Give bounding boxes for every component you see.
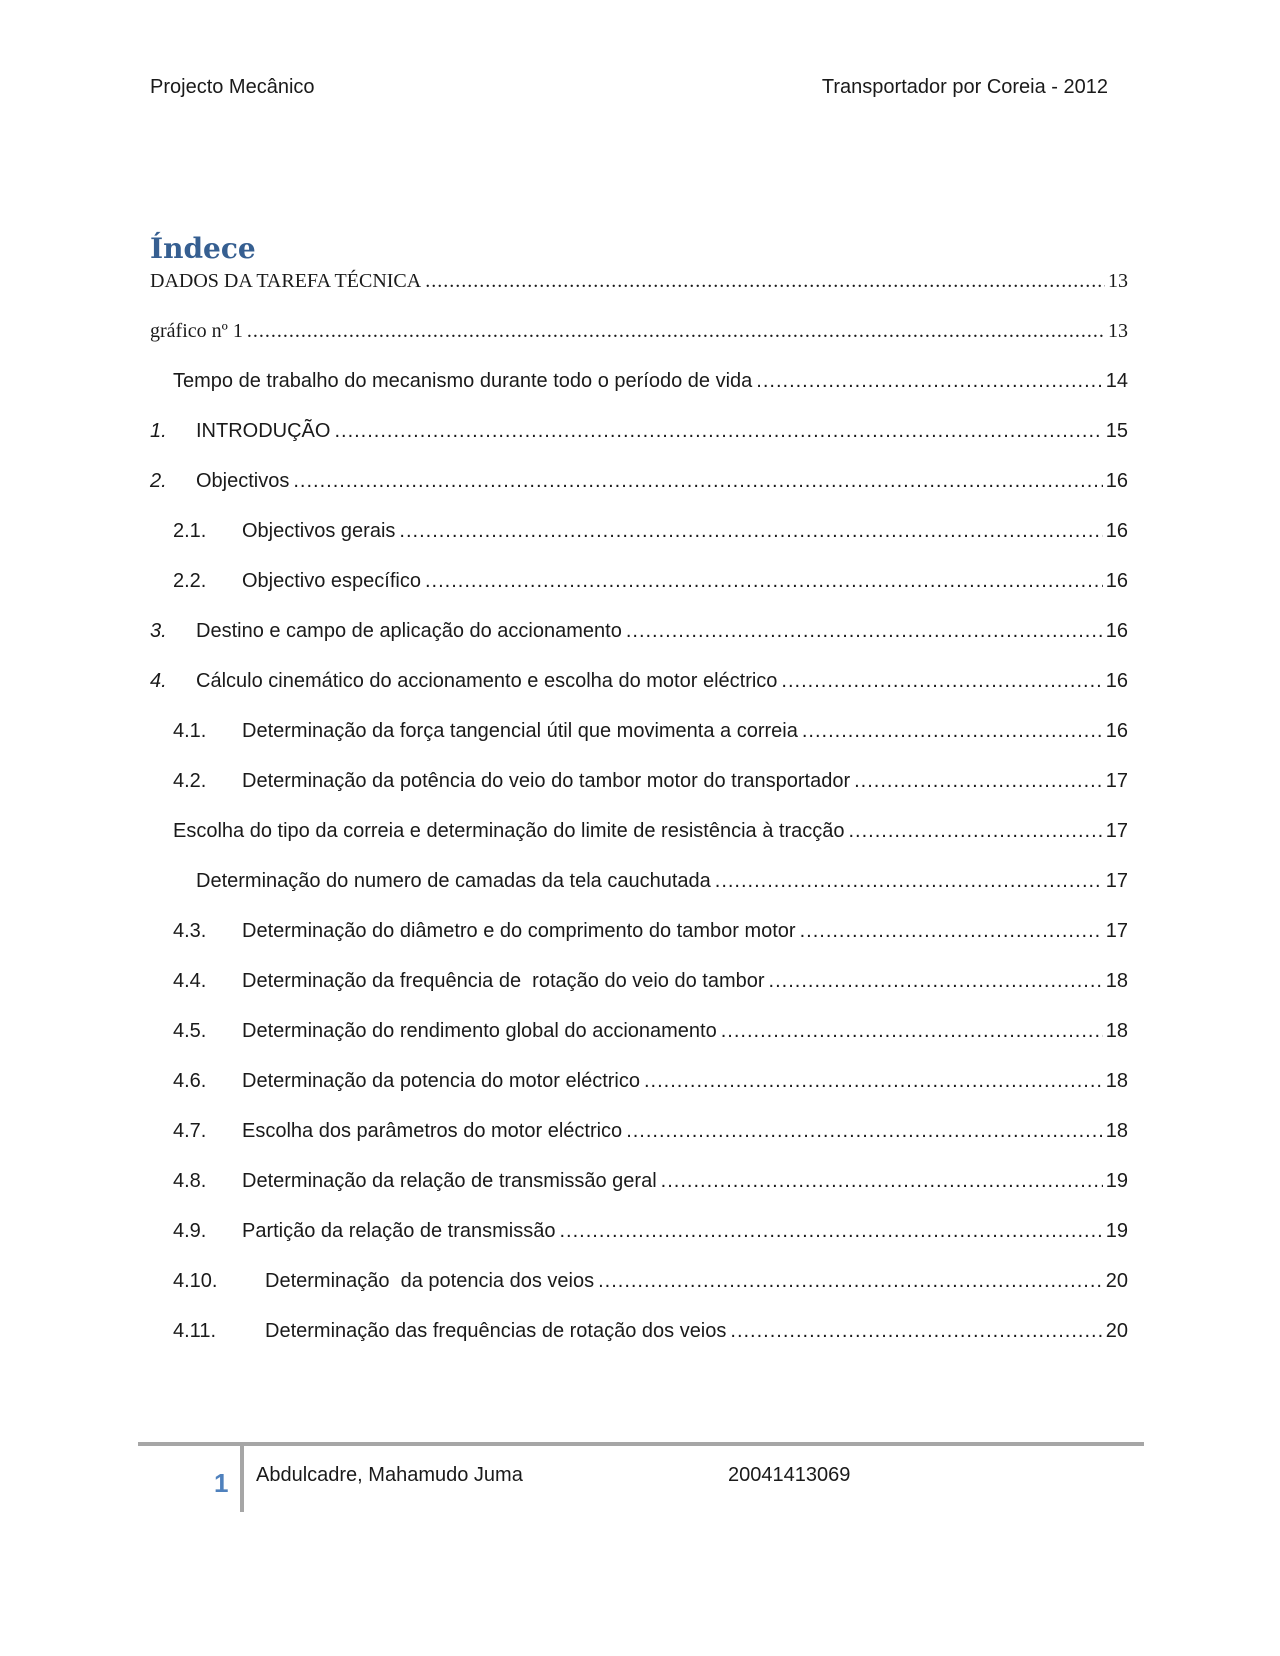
toc-entry-title: Determinação da relação de transmissão geral xyxy=(242,1170,657,1192)
toc-dot-leader xyxy=(715,870,1103,893)
toc-entry-title: Determinação do numero de camadas da tela cauchutada xyxy=(196,870,711,892)
toc-entry[interactable] xyxy=(150,820,1128,850)
toc-entry-page: 16 xyxy=(1105,470,1128,492)
toc-entry-page: 14 xyxy=(1105,370,1128,392)
toc-entry-number: 2. xyxy=(150,470,167,492)
toc-entry-page: 18 xyxy=(1105,1020,1128,1042)
toc-entry-number: 2.2. xyxy=(173,570,207,592)
toc-dot-leader xyxy=(781,670,1102,693)
toc-entry-page: 16 xyxy=(1105,570,1128,592)
toc-dot-leader xyxy=(425,270,1105,293)
toc-entry-title: Objectivos gerais xyxy=(242,520,396,542)
toc-dot-leader xyxy=(626,1120,1103,1143)
toc-entry-title: Determinação da potencia do motor eléctrico xyxy=(242,1070,640,1092)
toc-entry-title: Determinação da força tangencial útil que movimenta a correia xyxy=(242,720,798,742)
toc-entry-page: 19 xyxy=(1105,1220,1128,1242)
footer-divider xyxy=(138,1442,1144,1446)
toc-entry[interactable] xyxy=(150,1070,1128,1100)
toc-entry-page: 15 xyxy=(1105,420,1128,442)
toc-entry-number: 4.2. xyxy=(173,770,207,792)
toc-dot-leader xyxy=(425,570,1103,593)
toc-entry[interactable] xyxy=(150,320,1128,350)
toc-entry-page: 17 xyxy=(1105,920,1128,942)
toc-dot-leader xyxy=(730,1320,1102,1343)
toc-entry-title: Objectivo específico xyxy=(242,570,421,592)
footer-vertical-divider xyxy=(240,1444,244,1512)
toc-entry-title: gráfico nº 1 xyxy=(150,320,243,342)
toc-entry-title: Determinação da potencia dos veios xyxy=(265,1270,595,1292)
toc-entry[interactable] xyxy=(150,1120,1128,1150)
toc-dot-leader xyxy=(334,420,1102,443)
toc-entry-number: 2.1. xyxy=(173,520,207,542)
toc-dot-leader xyxy=(854,770,1103,793)
page-number: 1 xyxy=(214,1468,229,1498)
toc-entry-number: 3. xyxy=(150,620,167,642)
toc-dot-leader xyxy=(399,520,1102,543)
toc-entry-title: Determinação da potência do veio do tambor motor do transportador xyxy=(242,770,851,792)
toc-entry-number: 4.7. xyxy=(173,1120,207,1142)
toc-entry-title: INTRODUÇÃO xyxy=(196,420,331,442)
toc-entry-page: 16 xyxy=(1105,620,1128,642)
toc-dot-leader xyxy=(626,620,1103,643)
toc-entry[interactable] xyxy=(150,370,1128,400)
toc-entry-number: 4.9. xyxy=(173,1220,207,1242)
toc-entry-page: 20 xyxy=(1105,1320,1128,1342)
toc-entry-page: 16 xyxy=(1105,670,1128,692)
toc-entry-title: Determinação das frequências de rotação dos veios xyxy=(265,1320,727,1342)
toc-entry-page: 19 xyxy=(1105,1170,1128,1192)
toc-entry-page: 18 xyxy=(1105,970,1128,992)
toc-entry[interactable] xyxy=(150,470,1128,500)
toc-entry-number: 4.5. xyxy=(173,1020,207,1042)
toc-dot-leader xyxy=(721,1020,1103,1043)
footer-student-id: 20041413069 xyxy=(728,1464,851,1486)
toc-entry[interactable] xyxy=(150,420,1128,450)
toc-entry-page: 18 xyxy=(1105,1120,1128,1142)
toc-entry[interactable] xyxy=(150,920,1128,950)
toc-entry-title: Escolha do tipo da correia e determinação do limite de resistência à tracção xyxy=(173,820,845,842)
toc-entry[interactable] xyxy=(150,520,1128,550)
toc-entry-number: 4.8. xyxy=(173,1170,207,1192)
toc-entry[interactable] xyxy=(150,720,1128,750)
toc-entry-title: Tempo de trabalho do mecanismo durante todo o período de vida xyxy=(173,370,753,392)
toc-entry-page: 13 xyxy=(1108,320,1128,342)
toc-entry[interactable] xyxy=(150,570,1128,600)
toc-entry-page: 18 xyxy=(1105,1070,1128,1092)
toc-entry-number: 4.11. xyxy=(173,1320,216,1342)
toc-entry[interactable] xyxy=(150,270,1128,300)
toc-entry[interactable] xyxy=(150,1020,1128,1050)
toc-entry-title: Escolha dos parâmetros do motor eléctrico xyxy=(242,1120,623,1142)
toc-entry-page: 17 xyxy=(1105,870,1128,892)
toc-entry-title: Destino e campo de aplicação do accionamento xyxy=(196,620,622,642)
toc-entry-page: 17 xyxy=(1105,820,1128,842)
toc-entry[interactable] xyxy=(150,1320,1128,1350)
toc-entry[interactable] xyxy=(150,970,1128,1000)
toc-entry-title: Determinação da frequência de rotação do veio do tambor xyxy=(242,970,765,992)
toc-entry[interactable] xyxy=(150,670,1128,700)
toc-dot-leader xyxy=(661,1170,1103,1193)
toc-entry-page: 16 xyxy=(1105,520,1128,542)
toc-entry-page: 20 xyxy=(1105,1270,1128,1292)
toc-dot-leader xyxy=(756,370,1102,393)
toc-dot-leader xyxy=(644,1070,1103,1093)
toc-entry-page: 13 xyxy=(1108,270,1128,292)
toc-dot-leader xyxy=(802,720,1103,743)
toc-entry[interactable] xyxy=(150,770,1128,800)
toc-entry[interactable] xyxy=(150,870,1128,900)
toc-entry[interactable] xyxy=(150,1170,1128,1200)
toc-entry[interactable] xyxy=(150,620,1128,650)
toc-entry-title: Partição da relação de transmissão xyxy=(242,1220,556,1242)
header-right-text: Transportador por Coreia - 2012 xyxy=(821,76,1108,98)
toc-entry-number: 4.6. xyxy=(173,1070,207,1092)
page-header xyxy=(150,76,1108,104)
toc-entry-number: 4.3. xyxy=(173,920,207,942)
footer-author: Abdulcadre, Mahamudo Juma xyxy=(256,1464,523,1486)
toc-entry-number: 4.1. xyxy=(173,720,207,742)
toc-dot-leader xyxy=(247,320,1105,343)
toc-entry-title: DADOS DA TAREFA TÉCNICA xyxy=(150,270,422,292)
toc-dot-leader xyxy=(848,820,1102,843)
toc-entry-number: 4.10. xyxy=(173,1270,218,1292)
toc-entry-page: 16 xyxy=(1105,720,1128,742)
toc-dot-leader xyxy=(598,1270,1103,1293)
toc-entry-number: 4.4. xyxy=(173,970,207,992)
toc-title: Índece xyxy=(150,232,256,265)
toc-entry-title: Cálculo cinemático do accionamento e escolha do motor eléctrico xyxy=(196,670,778,692)
toc-entry-number: 1. xyxy=(150,420,167,442)
toc-entry-page: 17 xyxy=(1105,770,1128,792)
toc-entry-title: Determinação do diâmetro e do comprimento do tambor motor xyxy=(242,920,796,942)
toc-entry-title: Objectivos xyxy=(196,470,290,492)
toc-entry[interactable] xyxy=(150,1270,1128,1300)
toc-entry-number: 4. xyxy=(150,670,167,692)
toc-dot-leader xyxy=(769,970,1103,993)
toc-dot-leader xyxy=(560,1220,1103,1243)
toc-dot-leader xyxy=(800,920,1103,943)
toc-entry-title: Determinação do rendimento global do accionamento xyxy=(242,1020,717,1042)
toc-entry[interactable] xyxy=(150,1220,1128,1250)
header-left-text: Projecto Mecânico xyxy=(150,76,315,98)
toc-dot-leader xyxy=(293,470,1102,493)
